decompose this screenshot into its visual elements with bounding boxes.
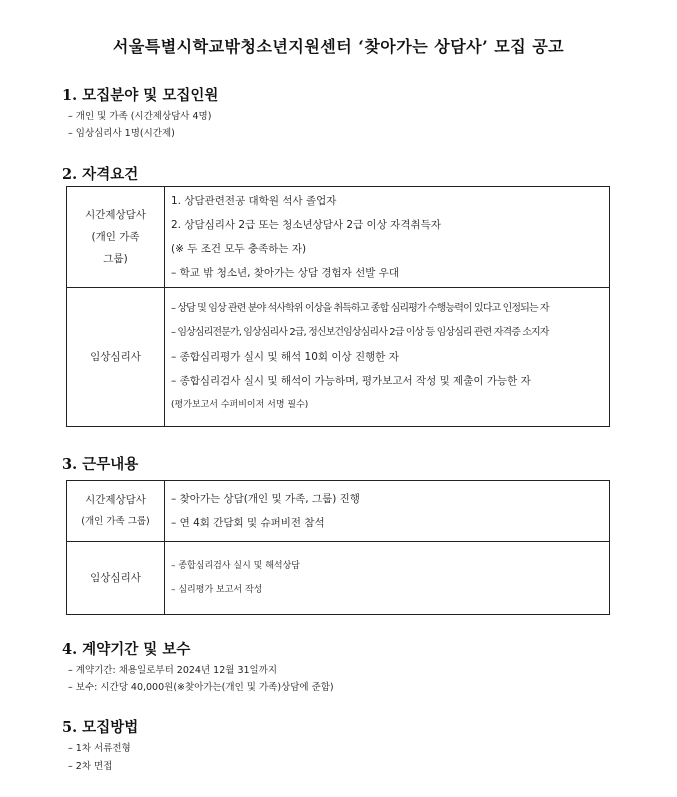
table-row [67, 187, 610, 288]
list-item: – 보수: 시간당 40,000원(※찾아가는(개인 및 가족)상담에 준함) [68, 682, 334, 693]
requirement-line: (평가보고서 수퍼비이저 서명 필수) [171, 400, 309, 410]
list-item: – 2차 면접 [68, 761, 113, 772]
row-content [165, 288, 610, 427]
requirement-line: 1. 상담관련전공 대학원 석사 졸업자 [171, 195, 337, 207]
requirement-line: – 임상심리전문가, 임상심리사 2급, 정신보건임상심리사 2급 이상 등 임상심리 관련 자격증 소지자 [171, 327, 549, 338]
section-heading-contract: 4. 계약기간 및 보수 [62, 641, 191, 658]
duty-line: – 종합심리검사 실시 및 해석상담 [171, 561, 300, 571]
row-header-line: 시간제상담사 [85, 209, 146, 221]
requirement-line: (※ 두 조건 모두 충족하는 자) [171, 243, 307, 255]
row-header-line: 그룹) [103, 253, 128, 265]
list-item: – 임상심리사 1명(시간제) [68, 128, 175, 139]
row-header-line: (개인 가족 [91, 231, 140, 243]
table-row [67, 288, 610, 427]
section-heading-recruitment: 1. 모집분야 및 모집인원 [62, 87, 219, 104]
row-content [165, 542, 610, 615]
duties-table [66, 480, 610, 615]
duty-line: – 찾아가는 상담(개인 및 가족, 그룹) 진행 [171, 493, 360, 505]
page-title: 서울특별시학교밖청소년지원센터 ‘찾아가는 상담사’ 모집 공고 [112, 37, 565, 56]
table-row [67, 542, 610, 615]
requirement-line: – 종합심리검사 실시 및 해석이 가능하며, 평가보고서 작성 및 제출이 가능한 자 [171, 375, 531, 387]
requirement-line: – 종합심리평가 실시 및 해석 10회 이상 진행한 자 [171, 351, 399, 363]
section-heading-qualifications: 2. 자격요건 [62, 166, 139, 183]
list-item: – 계약기간: 채용일로부터 2024년 12월 31일까지 [68, 665, 278, 676]
row-header-line: 시간제상담사 [85, 494, 146, 506]
requirement-line: – 상담 및 임상 관련 분야 석사학위 이상을 취득하고 종합 심리평가 수행능력이 있다고 인정되는 자 [171, 303, 549, 314]
row-header [67, 481, 165, 542]
row-header [67, 187, 165, 288]
requirement-line: 2. 상담심리사 2급 또는 청소년상담사 2급 이상 자격취득자 [171, 219, 441, 231]
list-item: – 개인 및 가족 (시간제상담사 4명) [68, 111, 212, 122]
row-header-line: (개인 가족 그룹) [81, 516, 150, 527]
section-heading-method: 5. 모집방법 [62, 719, 139, 736]
row-content [165, 481, 610, 542]
row-header [67, 288, 165, 427]
requirement-line: – 학교 밖 청소년, 찾아가는 상담 경험자 선발 우대 [171, 267, 400, 279]
section-heading-duties: 3. 근무내용 [62, 456, 139, 473]
row-header-line: 임상심리사 [90, 351, 141, 363]
row-header [67, 542, 165, 615]
row-content [165, 187, 610, 288]
row-header-line: 임상심리사 [90, 572, 141, 584]
duty-line: – 심리평가 보고서 작성 [171, 585, 263, 595]
list-item: – 1차 서류전형 [68, 743, 131, 754]
duty-line: – 연 4회 간담회 및 슈퍼비전 참석 [171, 517, 325, 529]
qualifications-table [66, 186, 610, 427]
table-row [67, 481, 610, 542]
